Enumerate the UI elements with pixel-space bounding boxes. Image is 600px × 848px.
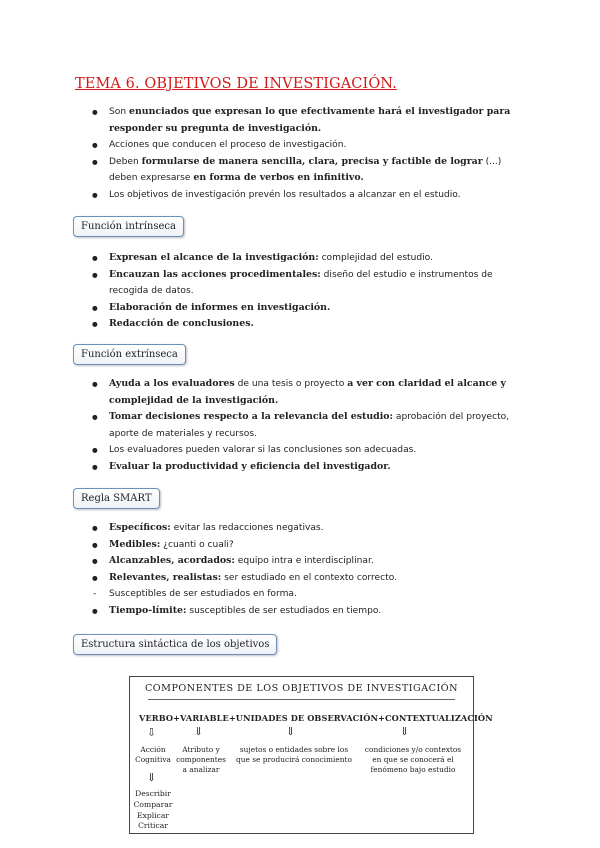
component-units: sujetos o entidades sobre los que se producirá conocimiento — [236, 745, 352, 764]
list-item: ● Los objetivos de investigación prevén los resultados a alcanzar en el estudio. — [92, 187, 522, 204]
verb-examples: Describir Comparar Explicar Criticar — [133, 789, 173, 831]
section-heading-syntax: Estructura sintáctica de los objetivos — [73, 634, 277, 655]
list-item: - Susceptibles de ser estudiados en forma. — [92, 586, 522, 603]
list-item: ● Ayuda a los evaluadores de una tesis o proyecto a ver con claridad el alcance y complejidad de la investigación. — [92, 376, 522, 409]
list-item: ● Acciones que conducen el proceso de investigación. — [92, 137, 522, 154]
list-item: ● Relevantes, realistas: ser estudiado en el contexto correcto. — [92, 570, 522, 587]
components-diagram — [129, 676, 493, 834]
section-heading-smart: Regla SMART — [73, 488, 160, 509]
arrow-down-icon: ⇓ — [286, 725, 296, 738]
section-heading-intrinsic: Función intrínseca — [73, 216, 184, 237]
component-context: condiciones y/o contextos en que se conocerá el fenómeno bajo estudio — [364, 745, 462, 774]
smart-list — [92, 520, 522, 620]
intrinsic-list — [92, 250, 522, 333]
list-item: ● Alcanzables, acordados: equipo intra e interdisciplinar. — [92, 553, 522, 570]
list-item: ● Deben formularse de manera sencilla, clara, precisa y factible de lograr (...) deben expresarse en forma de verbos en infinitivo. — [92, 154, 522, 187]
list-item: ● Específicos: evitar las redacciones negativas. — [92, 520, 522, 537]
list-item: ● Redacción de conclusiones. — [92, 316, 522, 333]
diagram-formula: VERBO+VARIABLE+UNIDADES DE OBSERVACIÓN+CONTEXTUALIZACIÓN — [139, 713, 493, 723]
divider — [148, 699, 455, 700]
list-item: ● Elaboración de informes en investigación. — [92, 300, 522, 317]
list-item: ● Expresan el alcance de la investigación: complejidad del estudio. — [92, 250, 522, 267]
section-heading-extrinsic: Función extrínseca — [73, 344, 186, 365]
list-item: ● Medibles: ¿cuanti o cuali? — [92, 537, 522, 554]
list-item: ● Los evaluadores pueden valorar si las conclusiones son adecuadas. — [92, 442, 522, 459]
list-item: ● Tomar decisiones respecto a la relevancia del estudio: aprobación del proyecto, aporte de materiales y recursos. — [92, 409, 522, 442]
component-variable: Atributo y componentes a analizar — [176, 745, 226, 774]
page-title: TEMA 6. OBJETIVOS DE INVESTIGACIÓN. — [75, 76, 397, 92]
list-item: ● Tiempo-límite: susceptibles de ser estudiados en tiempo. — [92, 603, 522, 620]
list-item: ● Son enunciados que expresan lo que efectivamente hará el investigador para responder su pregunta de investigación. — [92, 104, 522, 137]
list-item: ● Encauzan las acciones procedimentales: diseño del estudio e instrumentos de recogida de datos. — [92, 267, 522, 300]
extrinsic-list — [92, 376, 522, 476]
list-item: ● Evaluar la productividad y eficiencia del investigador. — [92, 459, 522, 476]
arrow-down-icon: ⇓ — [400, 725, 410, 738]
arrow-down-icon: ⇓ — [194, 725, 204, 738]
arrow-down-icon: ⇩ — [147, 726, 157, 739]
intro-list — [92, 104, 522, 204]
diagram-title: COMPONENTES DE LOS OBJETIVOS DE INVESTIGACIÓN — [144, 683, 459, 694]
component-verb: Acción Cognitiva — [135, 745, 171, 764]
arrow-down-icon: ⇓ — [147, 771, 157, 784]
